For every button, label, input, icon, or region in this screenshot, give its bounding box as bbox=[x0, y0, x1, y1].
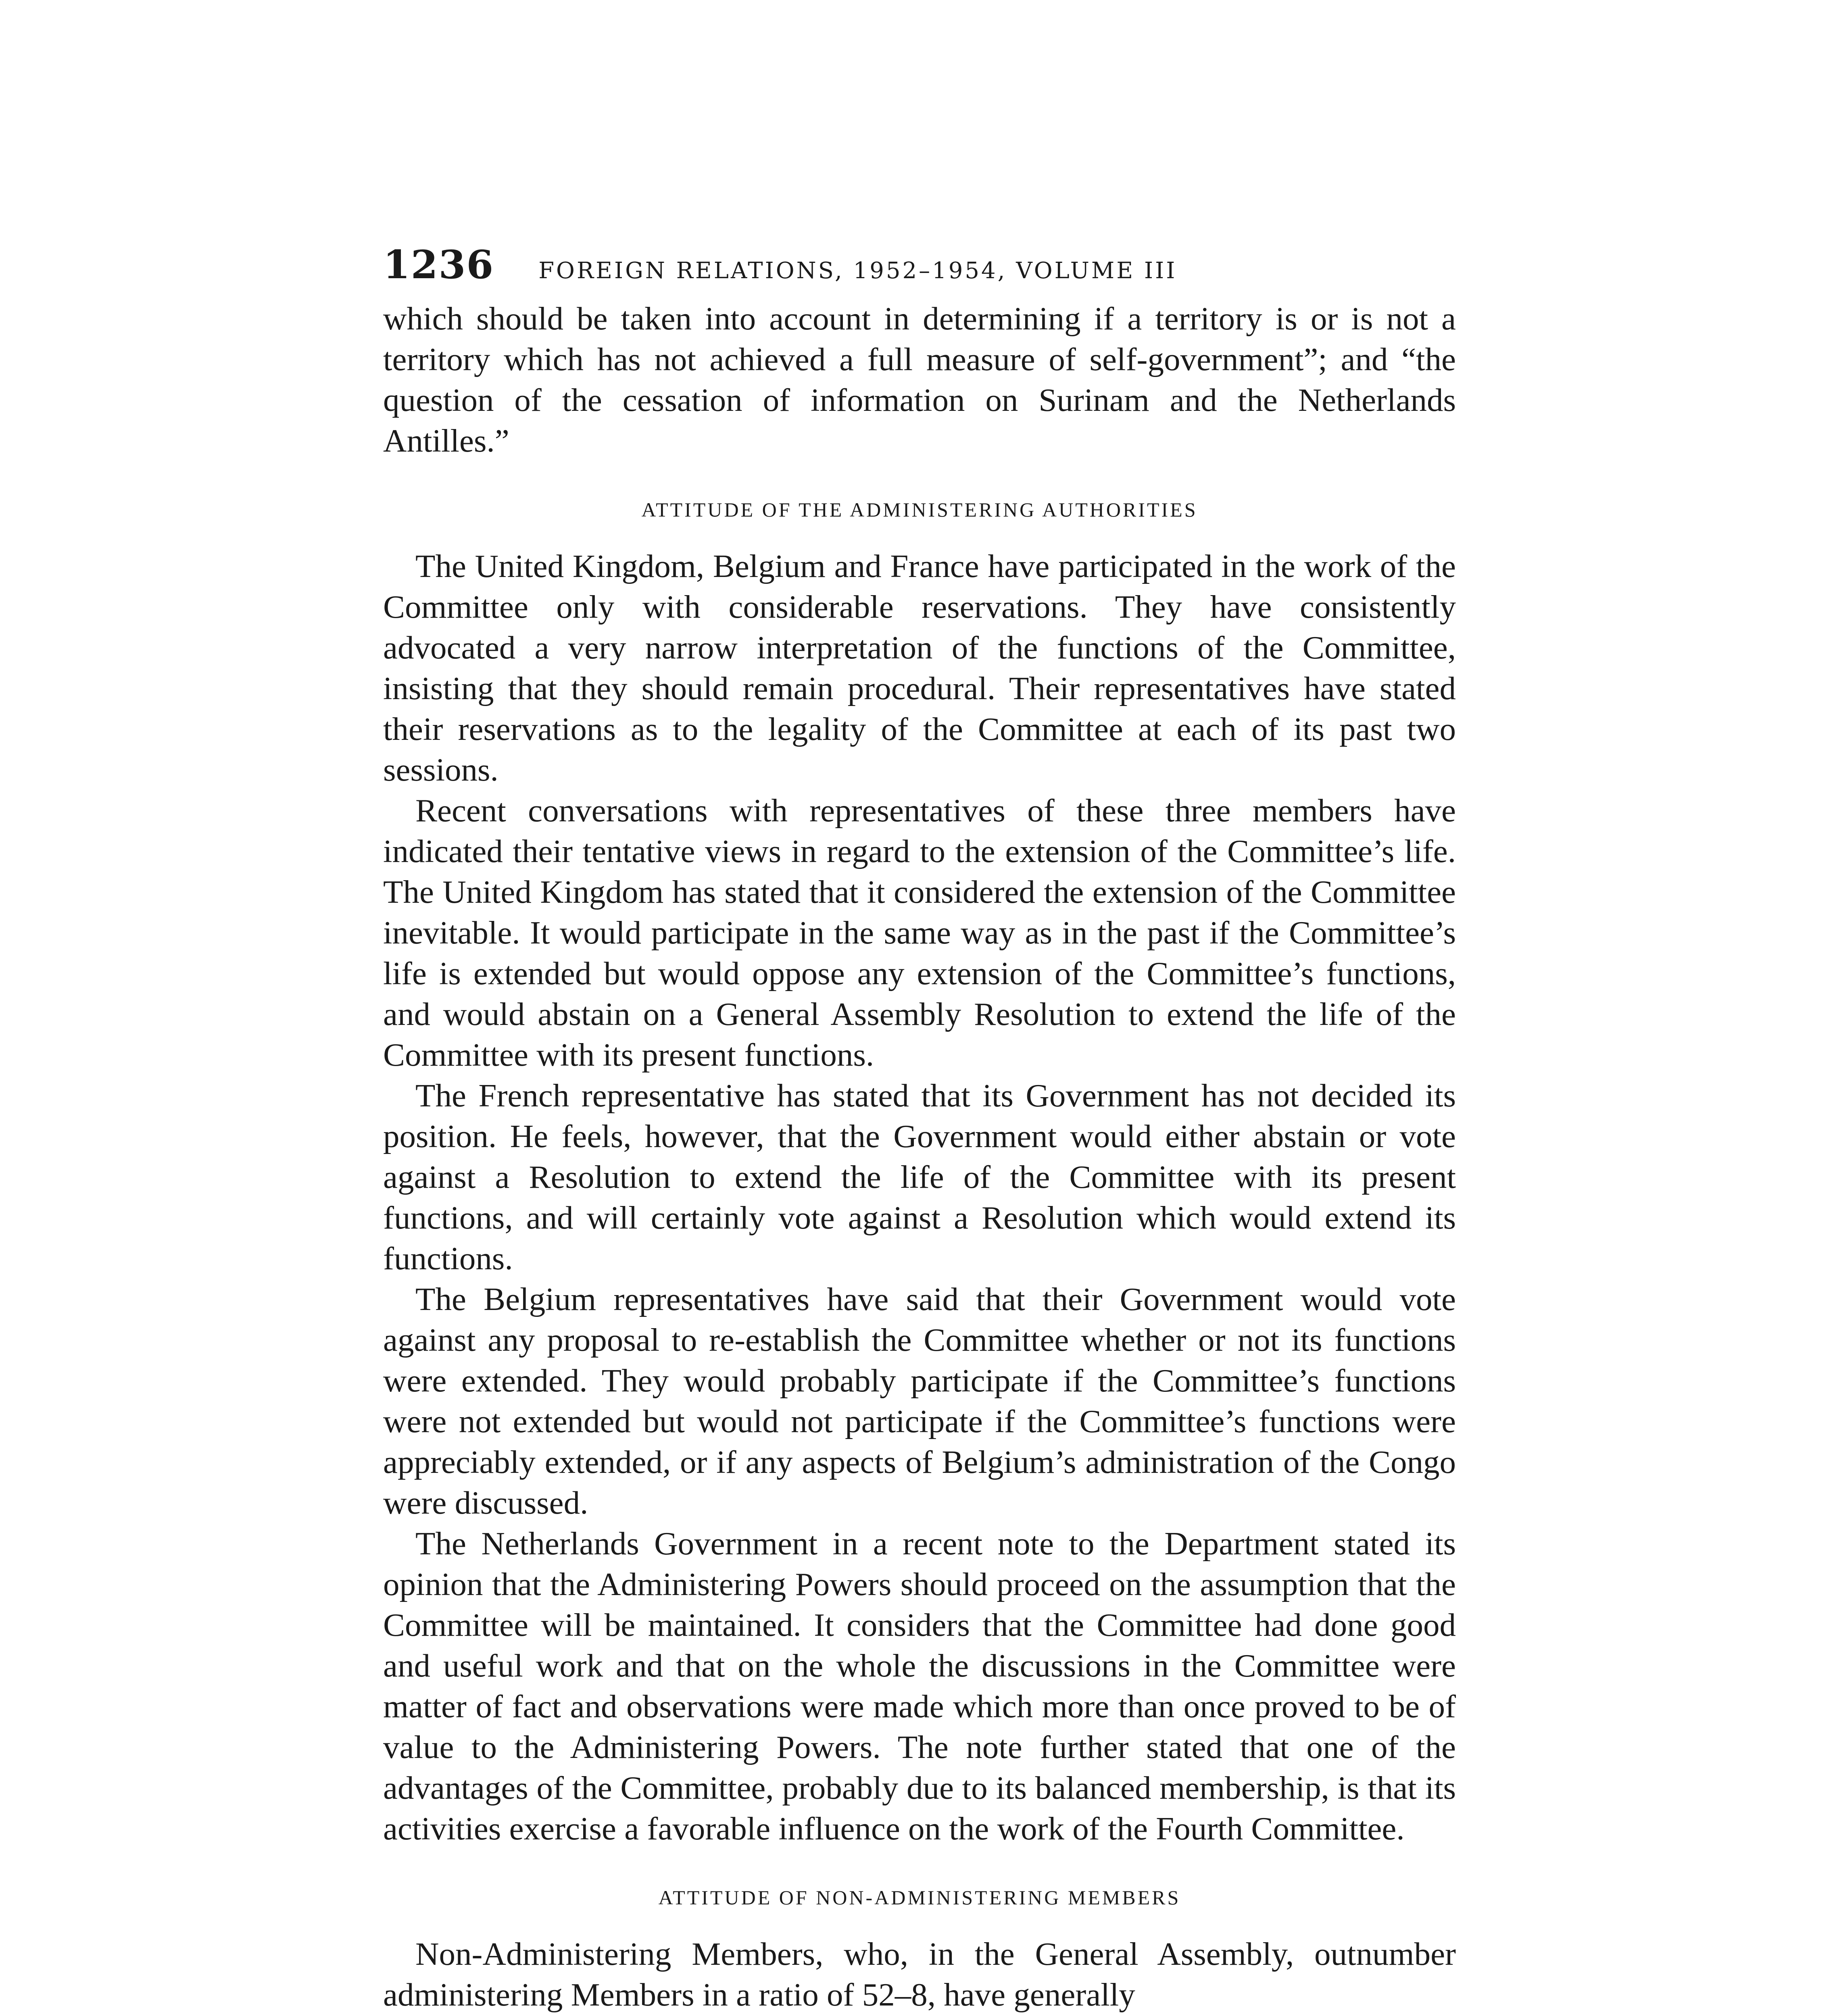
paragraph-belgium-position: The Belgium representatives have said that their Government would vote against any proposal to re-establish the Committee whether or not its functions were extended. They would probably participate if the Committee’s functions were not extended but would not participate if the Committee’s functions were appreciably extended, or if any aspects of Belgium’s administration of the Congo were discussed. bbox=[383, 1281, 1456, 1521]
paragraph-recent-conversations: Recent conversations with representatives of these three members have indicated their tentative views in regard to the extension of the Committee’s life. The United Kingdom has stated that it considered the extension of the Committee inevitable. It would participate in the same way as in the past if the Committee’s life is extended but would oppose any extension of the Committee’s functions, and would abstain on a General Assembly Resolution to extend the life of the Committee with its present functions. bbox=[383, 792, 1456, 1073]
paragraph-uk-belgium-france: The United Kingdom, Belgium and France have participated in the work of the Committee only with considerable reservations. They have consistently advocated a very narrow interpretation of the functions of the Committee, insisting that they should remain procedural. Their representatives have stated their reservations as to the legality of the Committee at each of its past two sessions. bbox=[383, 548, 1456, 788]
section-heading-administering-authorities: ATTITUDE OF THE ADMINISTERING AUTHORITIES bbox=[641, 498, 1198, 521]
running-title: FOREIGN RELATIONS, 1952–1954, VOLUME III bbox=[538, 258, 1177, 284]
paragraph-non-administering-members: Non-Administering Members, who, in the General Assembly, outnumber administering Members in a ratio of 52–8, have generally bbox=[383, 1936, 1456, 2013]
paragraph-french-position: The French representative has stated that its Government has not decided its position. He feels, however, that the Government would either abstain or vote against a Resolution to extend the life of the Committee with its present functions, and will certainly vote against a Resolution which would extend its functions. bbox=[383, 1077, 1456, 1277]
paragraph-netherlands-position: The Netherlands Government in a recent note to the Department stated its opinion that the Administering Powers should proceed on the assumption that the Committee will be maintained. It considers that the Committee had done good and useful work and that on the whole the discussions in the Committee were matter of fact and observations were made which more than once proved to be of value to the Administering Powers. The note further stated that one of the advantages of the Committee, probably due to its balanced membership, is that its activities exercise a favorable influence on the work of the Fourth Committee. bbox=[383, 1525, 1456, 1847]
page-number: 1236 bbox=[383, 242, 494, 287]
running-header bbox=[383, 242, 1456, 294]
document-page bbox=[383, 242, 1456, 2015]
section-heading-non-administering-members: ATTITUDE OF NON-ADMINISTERING MEMBERS bbox=[658, 1886, 1181, 1909]
intro-paragraph: which should be taken into account in determining if a territory is or is not a territory which has not achieved a full measure of self-government”; and “the question of the cessation of information on Surinam and the Netherlands Antilles.” bbox=[383, 300, 1456, 459]
